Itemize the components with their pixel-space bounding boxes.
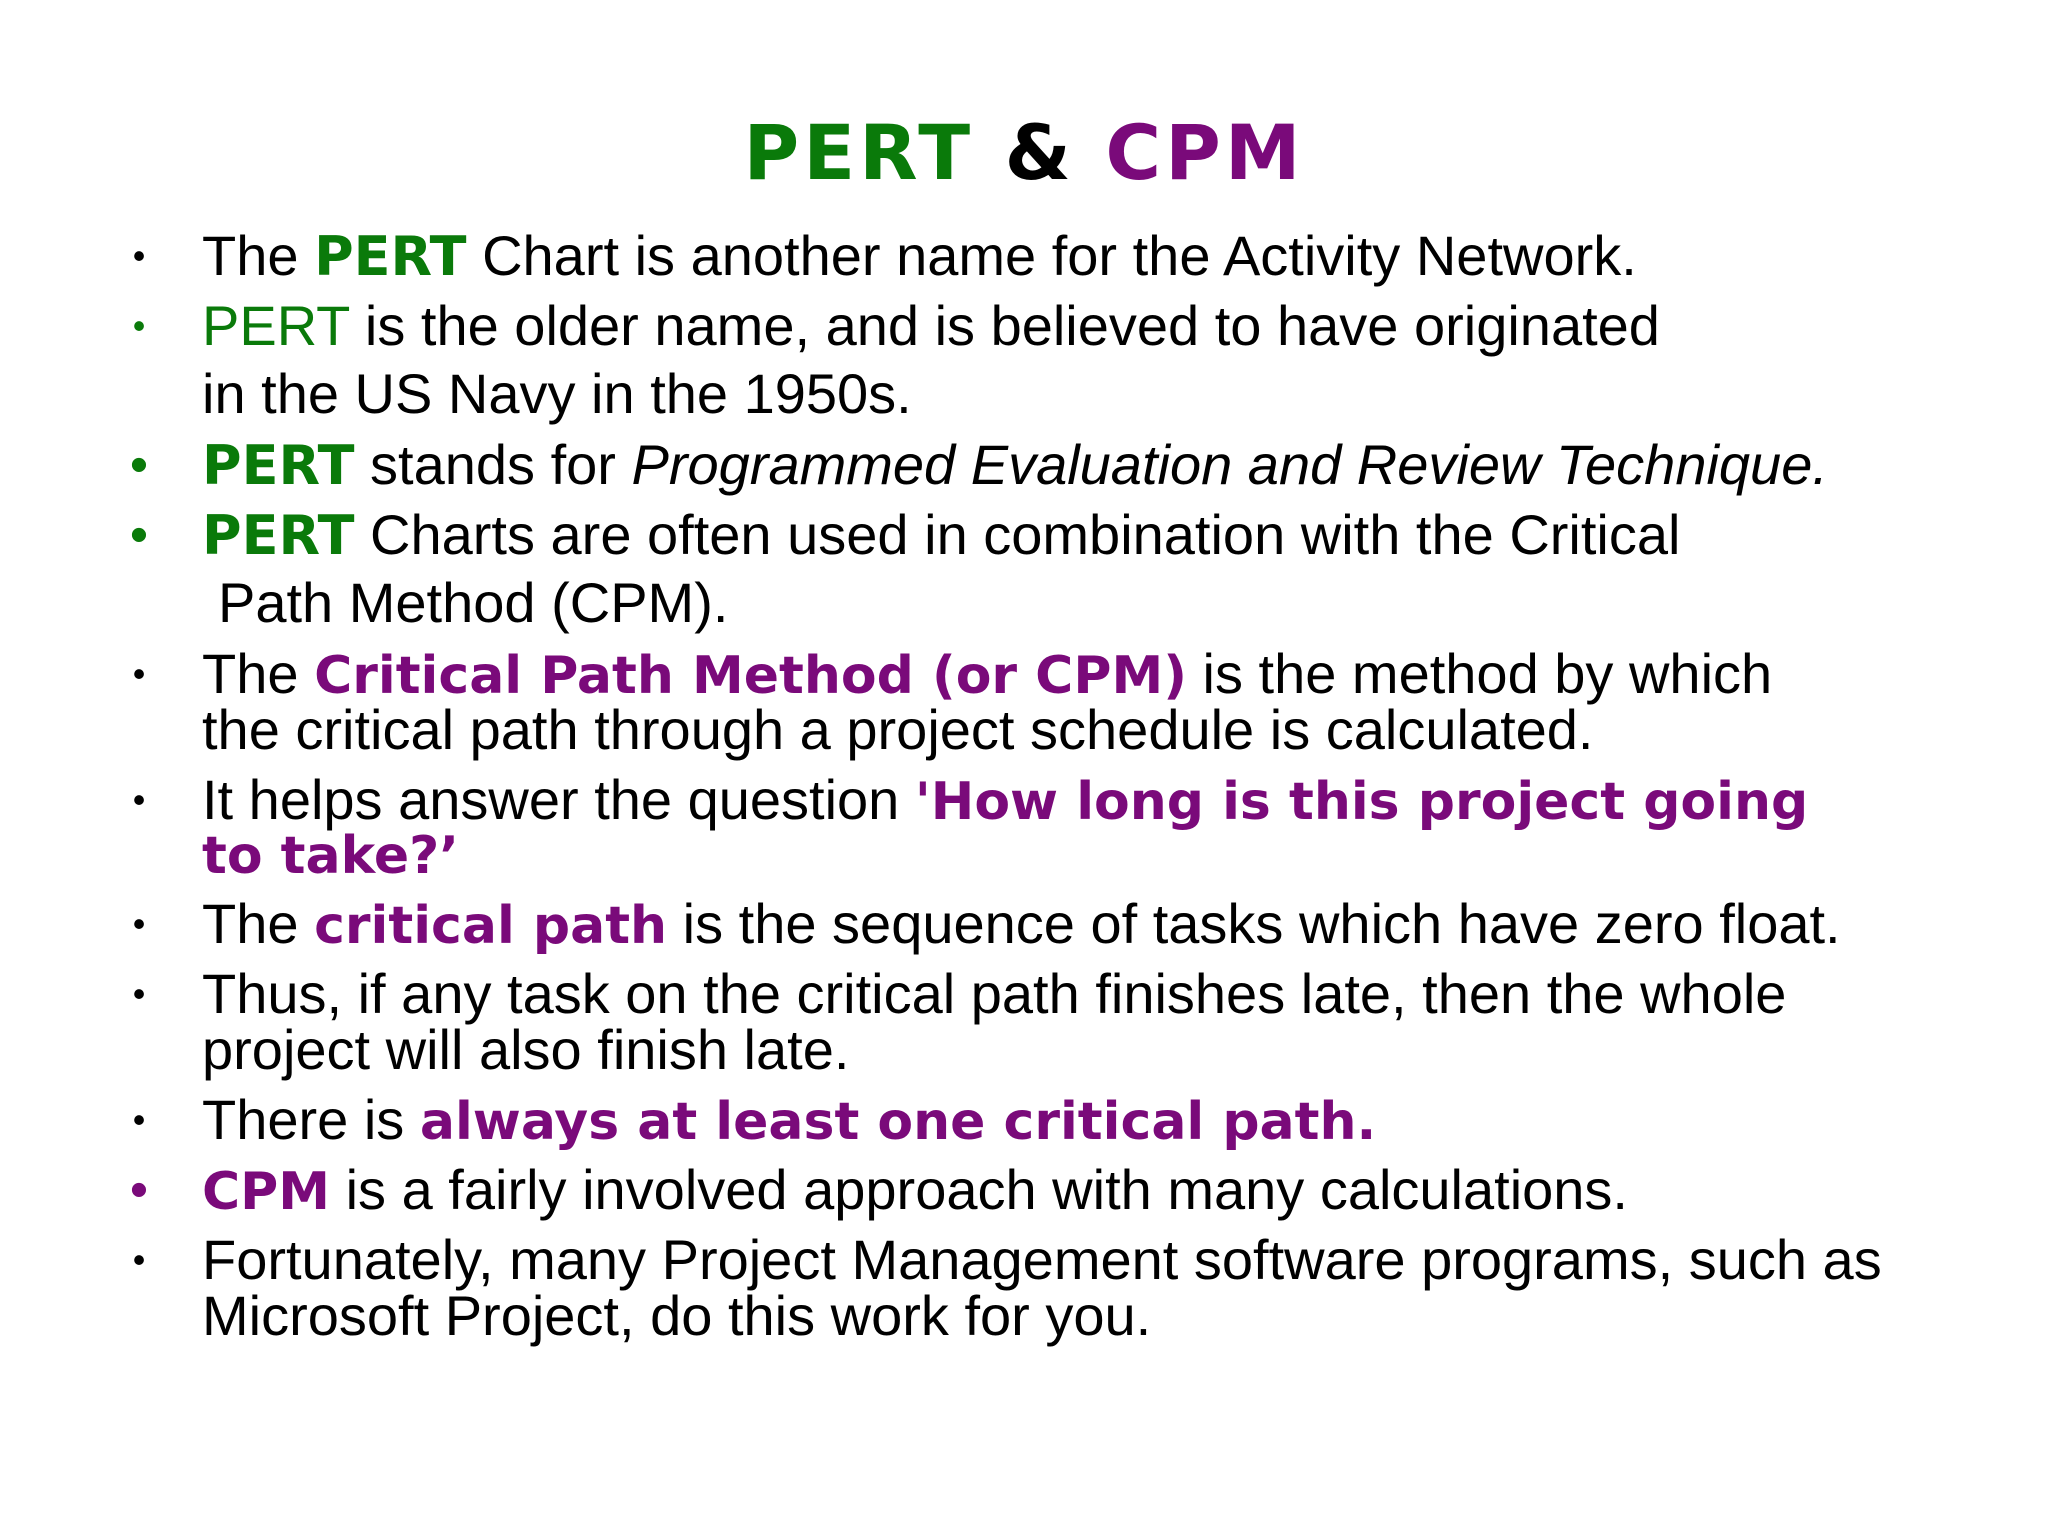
bullet-marker: • <box>132 235 146 276</box>
keyword-always-critical-path: always at least one critical path. <box>419 1092 1377 1152</box>
keyword-critical-path: critical path <box>314 896 668 956</box>
bullet-text <box>202 1088 2002 1152</box>
bullet-text-post: Charts are often used in combination with the Critical <box>354 503 1681 566</box>
bullet-text-post: is the older name, and is believed to have originated <box>349 294 1660 357</box>
bullet-text-pre: The <box>202 642 315 705</box>
bullet-text-pre: Fortunately, many Project Management software programs, such as <box>202 1228 1882 1291</box>
bullet-text-pre: It helps answer the question <box>202 768 915 831</box>
bullet-text <box>202 1158 2002 1222</box>
bullet-text-line2: Microsoft Project, do this work for you. <box>202 1284 1152 1347</box>
bullet-text-italic: Programmed Evaluation and Review Technique. <box>631 433 1828 496</box>
bullet-marker: • <box>132 973 146 1014</box>
bullet-text-pre: Thus, if any task on the critical path finishes late, then the whole <box>202 962 1787 1025</box>
keyword-cpm: Critical Path Method (or CPM) <box>314 646 1187 706</box>
bullet-item <box>0 892 2048 956</box>
bullet-item <box>0 224 2048 288</box>
bullet-marker: • <box>129 506 149 564</box>
bullet-text-post: is the sequence of tasks which have zero float. <box>667 892 1841 955</box>
keyword-pert: PERT <box>202 434 355 497</box>
keyword-cpm: CPM <box>202 1162 331 1222</box>
bullet-text-line2: to take?’ <box>202 826 460 886</box>
bullet-text <box>202 294 2002 434</box>
bullet-text <box>202 224 2002 288</box>
bullet-marker: • <box>132 779 146 820</box>
bullet-text-line2: in the US Navy in the 1950s. <box>202 362 912 425</box>
bullet-text <box>202 503 2002 643</box>
bullet-text-post: is a fairly involved approach with many calculations. <box>330 1158 1628 1221</box>
bullet-text-post: stands for <box>354 433 632 496</box>
keyword-pert: PERT <box>202 294 350 357</box>
title-cpm: CPM <box>1105 108 1305 197</box>
bullet-marker: • <box>132 903 146 944</box>
bullet-item <box>0 1228 2048 1347</box>
bullet-item <box>0 1088 2048 1152</box>
keyword-pert: PERT <box>202 504 355 567</box>
bullet-text-post: is the method by which <box>1186 642 1773 705</box>
bullet-text <box>202 642 2002 761</box>
title-pert: PERT <box>743 108 975 197</box>
bullet-text-pre: There is <box>202 1088 420 1151</box>
keyword-pert: PERT <box>314 225 467 288</box>
bullet-item <box>0 962 2048 1081</box>
bullet-item <box>0 503 2048 634</box>
bullet-marker: • <box>129 436 149 494</box>
bullet-text-line2: the critical path through a project schedule is calculated. <box>202 698 1594 761</box>
bullet-item <box>0 294 2048 425</box>
bullet-text-line2: Path Method (CPM). <box>218 571 729 634</box>
bullet-text <box>202 962 2002 1081</box>
bullet-marker: • <box>132 305 146 346</box>
bullet-item <box>0 1158 2048 1222</box>
bullet-item <box>0 433 2048 497</box>
bullet-text <box>202 892 2002 956</box>
title-ampersand: & <box>1004 108 1075 197</box>
bullet-text <box>202 1228 2002 1347</box>
bullet-text <box>202 433 2002 497</box>
bullet-text-pre: The <box>202 224 315 287</box>
bullet-marker: • <box>129 1161 149 1219</box>
bullet-text <box>202 768 2002 886</box>
bullet-text-pre: The <box>202 892 315 955</box>
keyword-question: 'How long is this project going <box>914 772 1809 832</box>
bullet-marker: • <box>132 1239 146 1280</box>
bullet-item <box>0 768 2048 886</box>
bullet-item <box>0 642 2048 761</box>
bullet-text-line2: project will also finish late. <box>202 1018 850 1081</box>
bullet-marker: • <box>132 1099 146 1140</box>
bullet-text-post: Chart is another name for the Activity Network. <box>466 224 1637 287</box>
bullet-marker: • <box>132 653 146 694</box>
